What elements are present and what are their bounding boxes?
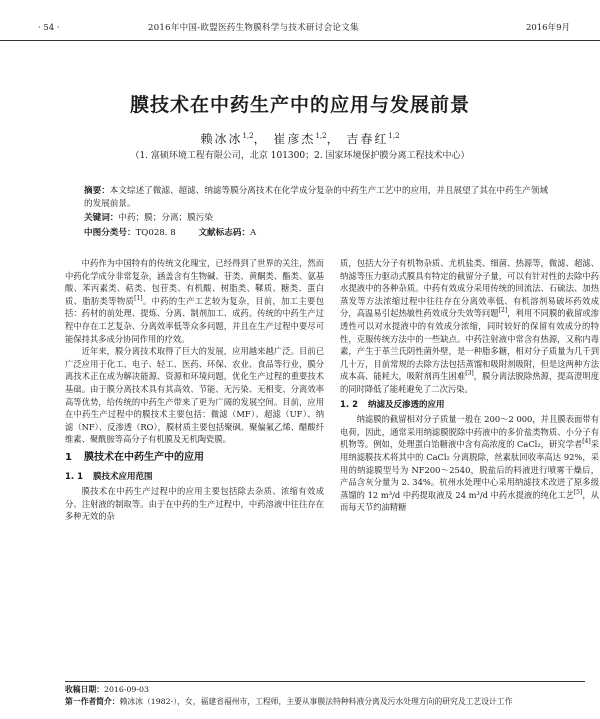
abstract-label: 摘要： (84, 186, 110, 196)
footnote (65, 681, 585, 708)
paragraph: 质，包括大分子有机物杂质、尤机盐类、细菌、热源等，微滤、超滤、纳滤等压力驱动式膜具有特定的截留分子量，可以有针对性的去除中药水提液中的各种杂质。中药有效成分采用传统的回流法、石硫法、加热蒸发等方法浓缩过程中往往存在分离效率低、有机溶剂易破坏药效成分，高温易引起热敏性药效成分失效等问题[2]，利用不同膜的截留或渗透性可以对水提液中的有效成分浓缩，同时较好的保留有效成分的特性，克服传统方法中的一些缺点。中药注射液中常含有热源，又称内毒素，产生于革兰氏阴性菌外壁，是一种脂多糖，相对分子质量为几千到几十万，目前常规的去除方法包括蒸馏和吸附剂吸附，但是这两种方法成本高、能耗大，吸附剂再生困难[3]，膜分离法脱除热源，提高澄明度的同时降低了能耗避免了二次污染。 (340, 258, 599, 394)
author-affiliation-mark: 1,2 (242, 132, 254, 140)
author-name: 吉春红 (346, 132, 389, 146)
left-column (65, 257, 324, 523)
running-header (0, 0, 600, 41)
citation-ref: [2] (498, 307, 508, 315)
subsection-heading: 1. 1 膜技术应用范围 (65, 471, 153, 482)
paragraph: 纳滤膜的截留相对分子质量一般在 200～2 000，并且膜表面带有电荷，因此，通常采用纳滤膜脱除中药液中的多价盐类物质、小分子有机物等。例如，处理蛋白饴糖液中含有高浓度的 CaCl₂，研究学者[4]采用纳滤膜技术将其中的 CaCl₂ 分离脱除，丝素肽回收率高达 92%，采用的纳滤膜型号为 NF200～2540，脱盐后的料液进行喷雾干燥后，产品含灰分量为 2. 34%。杭州水处理中心采用纳滤技术改进了原多级蒸馏的 12 m³/d 中药提取液及 24 m³/d 中药水提液的纯化工艺[5]，从而每天节约油精糖 (340, 414, 599, 513)
docid-label: 文献标志码： (198, 228, 251, 238)
abstract (84, 185, 554, 211)
keywords (84, 212, 554, 225)
section-heading: 1 膜技术在中药生产中的应用 (65, 451, 204, 463)
received-date: 收稿日期：2016-09-03 (65, 685, 149, 694)
citation-ref: [4] (582, 438, 591, 446)
clc-label: 中图分类号： (84, 228, 136, 238)
page-number: · 54 · (38, 23, 60, 33)
author-affiliation-mark: 1,2 (388, 132, 400, 140)
author-list: 赖冰冰$^{1,2}$， 崔彦杰$^{1,2}$， 吉春红$^{1,2}$ (200, 132, 400, 146)
article-title: 膜技术在中药生产中的应用与发展前景 (129, 94, 470, 116)
conference-name: 2016年中国-欧盟医药生物膜科学与技术研讨会论文集 (148, 23, 359, 33)
author-name: 崔彦杰 (273, 132, 316, 146)
author-affiliation-mark: 1,2 (315, 132, 327, 140)
affiliation: （1. 富硕环境工程有限公司，北京 101300；2. 国家环境保护膜分离工程技术中心） (130, 151, 470, 161)
citation-ref: [1] (134, 295, 143, 303)
keywords-label: 关键词： (84, 213, 119, 223)
citation-ref: [3] (465, 370, 474, 378)
subsection-heading: 1. 2 纳滤及反渗透的应用 (340, 399, 445, 410)
paragraph: 膜技术在中药生产过程中的应用主要包括除去杂质、浓缩有效成分、注射液的制取等。由于在中药的生产过程中，中药溶液中往往存在多种无效的杂 (65, 486, 324, 522)
clc-value: TQ028. 8 (135, 228, 176, 238)
paragraph: 中药作为中国特有的传统文化瑰宝，已经得到了世界的关注，然而中药化学成分非常复杂，涵盖含有生物碱、苷类、黄酮类、酯类、氨基酸、苯丙素类、萜类、包苷类、有机酸、树脂类、鞣质、糖类、蛋白质、脂肪类等物质[1]。中药的生产工艺较为复杂，目前，加工主要包括：药材的前处理、提炼、分离、制剂加工、成药。传统的中药生产过程中存在工艺复杂、分离效率低等众多问题，并且在生产过程中要尽可能保持其多成分协同作用的疗效。 (65, 258, 324, 344)
docid-value: A (250, 228, 257, 238)
paragraph: 近年来，膜分离技术取得了巨大的发展，应用越来越广泛。目前已广泛应用于化工、电子、轻工、医药、环保、农业、食品等行业，膜分离技术正在成为解决能源、资源和环境问题，优化生产过程的重要技术基础。由于膜分离技术具有其高效、节能、无污染、无相变、分离效率高等优势，给传统的中药生产带来了更为广阔的发展空间。目前，应用在中药生产过程中的膜技术主要包括：微滤（MF）、超滤（UF）、纳滤（NF）、反渗透（RO），膜材质主要包括聚砜、聚偏氟乙烯、醋酸纤维素、聚酰胺等高分子有机膜及无机陶瓷膜。 (65, 346, 324, 445)
right-column (340, 257, 599, 514)
author-bio: 第一作者简介：赖冰冰（1982-），女，福建省福州市，工程师，主要从事膜法特种料液分离及污水处理方向的研究及工艺设计工作 (65, 697, 513, 706)
author-name: 赖冰冰 (200, 132, 243, 146)
keywords-text: 中药；膜；分离；膜污染 (118, 213, 213, 223)
classification (84, 227, 554, 240)
abstract-text: 本文综述了微滤、超滤、纳滤等膜分离技术在化学成分复杂的中药生产工艺中的应用，并且展望了其在中药生产领域的发展前景。 (84, 186, 549, 209)
issue-date: 2016年9月 (525, 23, 570, 33)
citation-ref: [5] (573, 488, 583, 496)
